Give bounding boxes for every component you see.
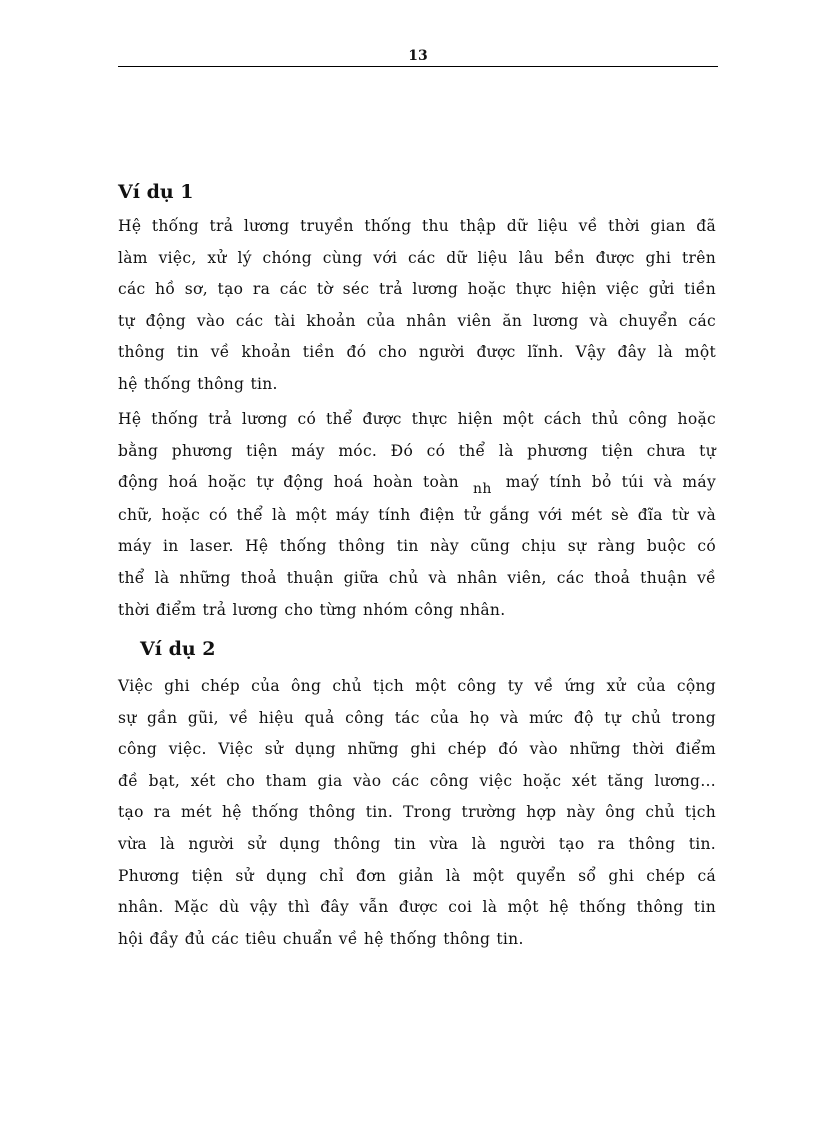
- text-line-with-inline: [118, 467, 716, 500]
- heading-example-1: Ví dụ 1: [118, 181, 194, 203]
- text-line: đề bạt, xét cho tham gia vào các công việc hoặc xét tăng lương…: [118, 771, 716, 790]
- paragraph-example-1b: [118, 404, 716, 626]
- text-line: Hệ thống trả lương truyền thống thu thập dữ liệu về thời gian đã: [118, 217, 716, 235]
- paragraph-example-1a: [118, 211, 716, 401]
- inline-fragment: nh: [473, 481, 492, 498]
- text-line: bằng phương tiện máy móc. Đó có thể là phương tiện chưa tự: [118, 441, 716, 460]
- text-segment: động hoá hoặc tự động hoá hoàn toàn: [118, 473, 459, 492]
- page-header: [118, 46, 718, 67]
- text-line: làm việc, xử lý chóng cùng với các dữ liệu lâu bền được ghi trên: [118, 248, 716, 267]
- text-line: tự động vào các tài khoản của nhân viên ăn lương và chuyển các: [118, 311, 716, 330]
- text-segment: maý tính bỏ túi và máy: [505, 473, 717, 492]
- text-line: máy in laser. Hệ thống thông tin này cũng chịu sự ràng buộc có: [118, 537, 716, 556]
- text-line: sự gần gũi, về hiệu quả công tác của họ và mức độ tự chủ trong: [118, 708, 716, 727]
- text-line: thể là những thoả thuận giữa chủ và nhân viên, các thoả thuận về: [118, 568, 716, 587]
- text-line: Phương tiện sử dụng chỉ đơn giản là một quyển sổ ghi chép cá: [118, 866, 716, 885]
- text-line: hội đầy đủ các tiêu chuẩn về hệ thống thông tin.: [118, 929, 524, 948]
- heading-example-2: Ví dụ 2: [140, 638, 216, 660]
- page-number: 13: [408, 48, 428, 64]
- text-line: chữ, hoặc có thể là một máy tính điện tử gắng với mét sè đĩa từ và: [118, 505, 716, 524]
- text-line: công việc. Việc sử dụng những ghi chép đó vào những thời điểm: [118, 740, 716, 759]
- text-line: tạo ra mét hệ thống thông tin. Trong trường hợp này ông chủ tịch: [118, 803, 716, 822]
- text-line: các hồ sơ, tạo ra các tờ séc trả lương hoặc thực hiện việc gửi tiền: [118, 280, 716, 299]
- text-line: nhân. Mặc dù vậy thì đây vẫn được coi là một hệ thống thông tin: [118, 898, 716, 917]
- text-line: thông tin về khoản tiền đó cho người được lĩnh. Vậy đây là một: [118, 343, 716, 362]
- text-line: Hệ thống trả lương có thể được thực hiện một cách thủ công hoặc: [118, 410, 716, 428]
- text-line: thời điểm trả lương cho từng nhóm công nhân.: [118, 600, 506, 619]
- text-line: hệ thống thông tin.: [118, 374, 278, 393]
- paragraph-example-2: [118, 671, 716, 955]
- text-line: vừa là người sử dụng thông tin vừa là người tạo ra thông tin.: [118, 834, 716, 853]
- text-line: Việc ghi chép của ông chủ tịch một công ty về ứng xử của cộng: [118, 677, 716, 695]
